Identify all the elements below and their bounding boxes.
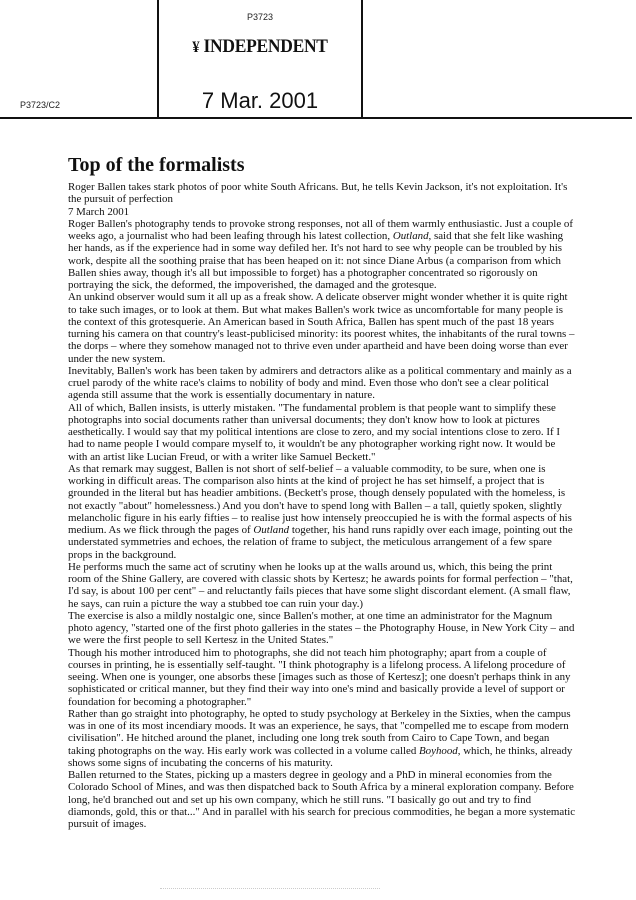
article-line: weeks ago, a journalist who had been leafing through his latest collection, Outland, said that she felt like washing bbox=[68, 230, 564, 242]
article-line: the dorps – where they somehow managed not to thrive even under apartheid and have been doing worse than ever bbox=[68, 340, 568, 353]
article-line: the context of this grotesquerie. An American based in South Africa, Ballen has spent much of the past 18 years bbox=[68, 315, 555, 328]
article-line: understated symmetries and echoes, the relation of frame to subject, the meticulous arrangement of a few spare bbox=[68, 536, 552, 549]
article-line: room of the Shine Gallery, are covered with classic shots by Kertesz; he awards points for formal perfection – "that, bbox=[68, 573, 573, 585]
article-line: I'd say, is about 100 per cent" – and reluctantly fails pieces that have some slight discordant element. (A small flaw, bbox=[68, 585, 571, 598]
article-line: The exercise is also a mildly nostalgic one, since Ballen's mother, at one time an administrator for the Magnum bbox=[68, 609, 553, 622]
article-line: 7 March 2001 bbox=[68, 205, 130, 218]
article-line: grounded in the literal but has headier ambitions. (Beckett's prose, though densely populated with the homeless, is bbox=[68, 487, 566, 500]
scan-artifact bbox=[160, 888, 380, 891]
article-line: shows some signs of incubating the concerns of his maturity. bbox=[68, 756, 333, 769]
article-line: Colorado School of Mines, and was then dispatched back to South Africa by a mineral exploration company. Before bbox=[68, 781, 574, 794]
article-body bbox=[68, 181, 633, 830]
article-line: foundation for becoming a photographer." bbox=[68, 695, 252, 708]
article-line: had to name people I would compare myself to, it wouldn't be any photographer working right now. It would be bbox=[68, 438, 556, 451]
article-line: taking photographs on the way. His early work was collected in a volume called Boyhood, which, he thinks, already bbox=[68, 744, 573, 757]
header-divider-right bbox=[361, 0, 363, 118]
article-line: work, despite all the soothing praise that has been heaped on it: not since Diane Arbus (a comparison from which bbox=[68, 254, 561, 267]
clipping-date: 7 Mar. 2001 bbox=[201, 88, 319, 113]
article-line: melancholic figure in his early fifties – to realise just how intensely preoccupied he is with the formal aspects of his bbox=[68, 511, 572, 524]
article-line: portraying the sick, the deformed, the impoverished, the damaged and the grotesque. bbox=[68, 279, 437, 291]
article-line: He performs much the same act of scrutiny when he looks up at the walls around us, which, this being the print bbox=[68, 560, 553, 573]
eagle-icon: ¥ bbox=[192, 39, 200, 56]
article-line: we were the first people to sell Kertesz in the United States." bbox=[68, 634, 334, 647]
clipping-reference: P3723/C2 bbox=[20, 100, 61, 110]
article-line: diamonds, gold, this or that..." And in parallel with his search for precious commodities, he began a more systematic bbox=[68, 805, 576, 818]
article-line: photographs into social documents rather than universal documents; they don't know how to look at pictures bbox=[68, 413, 540, 426]
article-line: As that remark may suggest, Ballen is not short of self-belief – a valuable commodity, to be sure, when one is bbox=[68, 462, 546, 475]
article-line: Ballen returned to the States, picking up a masters degree in geology and a PhD in mineral economies from the bbox=[68, 769, 552, 781]
article-line: Though his mother introduced him to photographs, she did not teach him photography; apart from a couple of bbox=[68, 646, 547, 659]
article-title: Top of the formalists bbox=[68, 154, 245, 176]
article-line: agenda still assume that the work is essentially documentary in nature. bbox=[68, 389, 375, 402]
article-line: under the new system. bbox=[68, 352, 166, 365]
article-line: working in difficult areas. The comparison also hints at the kind of project he has set himself, a project that is bbox=[68, 475, 545, 487]
article-line: Ballen shies away, though it's all but impossible to forget) has a photographer concentrated so rigorously on bbox=[68, 266, 538, 279]
article-line: not exactly "about" homelessness.) And you don't have to spend long with Ballen – a tall, quietly spoken, slightly bbox=[68, 499, 562, 512]
article-line: her hands, as if the experience had in some way defiled her. It's not hard to see why people can be troubled by his bbox=[68, 242, 563, 255]
article-line: Rather than go straight into photography, he opted to study psychology at Berkeley in the Sixties, when the campus bbox=[68, 707, 571, 720]
article-line: to take such images, or to look at them. But what makes Ballen's work twice as uncomfortable for many people is bbox=[68, 303, 563, 316]
article-line: was in one of its most incendiary moods. It was an experience, he says, that "compelled me to escape from modern bbox=[68, 720, 569, 732]
article-line: long, he'd branched out and set up his own company, which he still runs. "I basically go out and try to find bbox=[68, 793, 532, 806]
article-line: All of which, Ballen insists, is utterly mistaken. "The fundamental problem is that people want to simplify these bbox=[68, 401, 556, 414]
article-line: he says, can ruin a picture the way a stubbed toe can ruin your day.) bbox=[68, 597, 364, 610]
article-line: props in the background. bbox=[68, 548, 177, 561]
italic-title: Outland bbox=[392, 230, 429, 242]
italic-title: Boyhood bbox=[419, 744, 458, 757]
article bbox=[68, 154, 633, 830]
header-rule bbox=[0, 117, 632, 119]
article-line: An unkind observer would sum it all up as a freak show. A delicate observer might wonder whether it is quite right bbox=[68, 291, 568, 304]
article-line: seeing. When one is younger, one absorbs these [images such as those of Kertesz]; one doesn't perhaps think in any bbox=[68, 671, 571, 683]
article-line: pursuit of images. bbox=[68, 818, 147, 830]
masthead-reference: P3723 bbox=[246, 12, 274, 22]
article-line: Roger Ballen takes stark photos of poor white South Africans. But, he tells Kevin Jackson, it's not exploitation. It's bbox=[68, 181, 568, 193]
article-line: aesthetically. I would say that my political intentions are close to zero, and my social intentions close to zero. If I bbox=[68, 426, 560, 438]
article-line: civilisation". He hitched around the planet, including one long trek south from Cairo to Cape Town, and began bbox=[68, 732, 550, 745]
article-line: Roger Ballen's photography tends to provoke strong responses, not all of them warmly enthusiastic. Just a couple of bbox=[68, 217, 573, 230]
article-line: turning his camera on that country's least-publicised minority: its poorest whites, the inhabitants of the rural towns – bbox=[68, 328, 575, 340]
article-line: photo agency, "started one of the first photo galleries in the states – the Photography House, in New York City – and bbox=[68, 622, 575, 634]
article-line: the pursuit of perfection bbox=[68, 193, 173, 206]
article-line: cruel parody of the white race's claims to nobility of body and mind. Even those who don't see a clear political bbox=[68, 377, 549, 389]
article-line: sophisticated or critical manner, but they find their way into one's mind and basically provide a level of support or bbox=[68, 683, 565, 696]
article-line: with an artist like Lucian Freud, or with a writer like Samuel Beckett." bbox=[68, 450, 376, 463]
article-line: Inevitably, Ballen's work has been taken by admirers and detractors alike as a political commentary and mainly as a bbox=[68, 364, 572, 377]
publication-name: INDEPENDENT bbox=[203, 36, 328, 57]
article-line: medium. As we flick through the pages of Outland together, his hand runs rapidly over each image, pointing out the bbox=[68, 524, 573, 536]
italic-title: Outland bbox=[253, 524, 290, 536]
publication-masthead bbox=[167, 36, 353, 58]
article-line: courses in printing, he is essentially self-taught. "I think photography is a lifelong process. A lifelong procedure of bbox=[68, 658, 566, 671]
